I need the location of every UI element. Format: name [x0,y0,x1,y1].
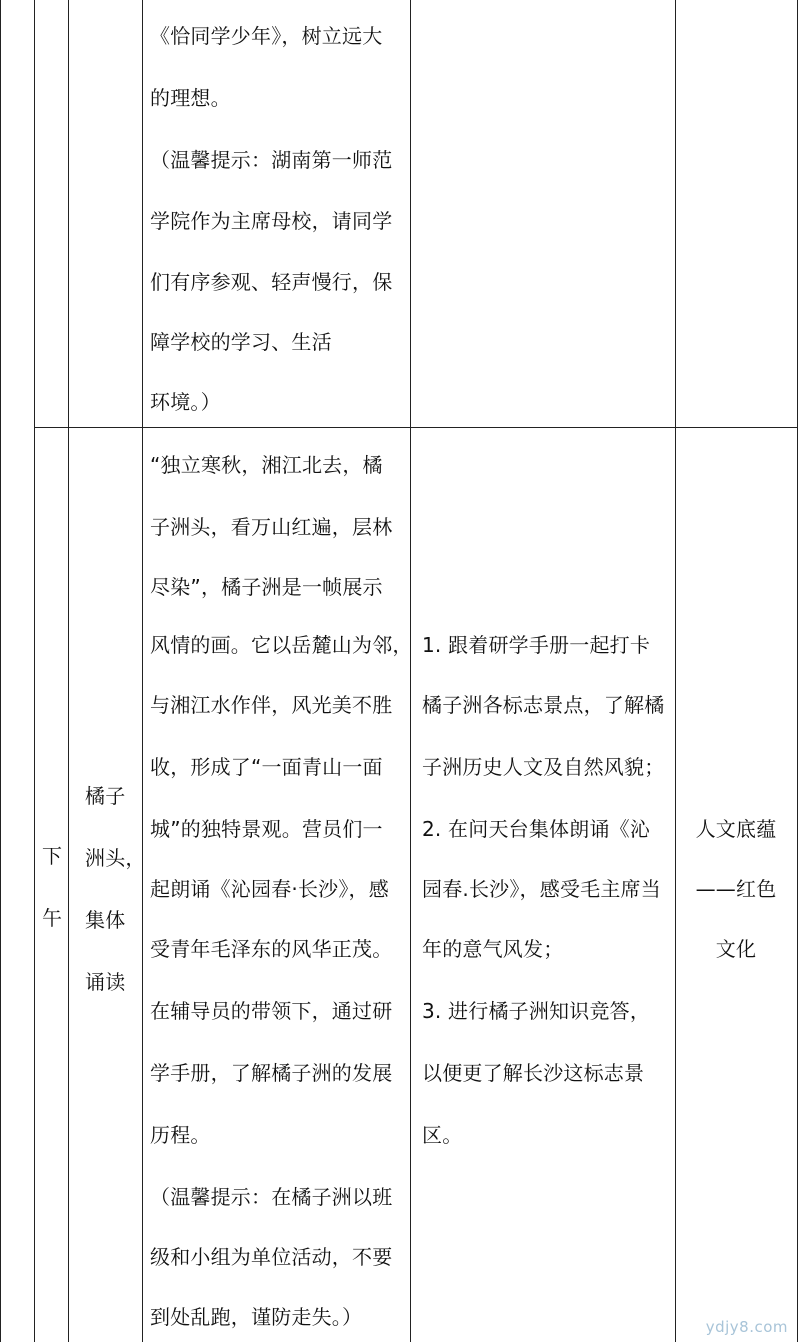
content-line: “独立寒秋，湘江北去，橘 [150,453,383,477]
content-line: 在辅导员的带领下，通过研 [150,999,393,1023]
content-line: 级和小组为单位活动，不要 [150,1245,393,1269]
content-line: 风情的画。它以岳麓山为邻， [150,633,413,657]
task-line: 3. 进行橘子洲知识竞答， [422,999,651,1023]
content-line: 城”的独特景观。营员们一 [150,817,383,841]
row1-content-cell [150,0,408,427]
content-line: 受青年毛泽东的风华正茂。 [150,937,393,961]
content-line: 到处乱跑，谨防走失。） [150,1305,363,1329]
content-line: 们有序参观、轻声慢行，保 [150,270,393,294]
column-divider [68,0,69,1342]
table-border-right [797,0,798,1342]
theme-line: 人文底蕴 [695,817,777,841]
task-line: 园春.长沙》，感受毛主席当 [422,877,661,901]
place-label: 橘子 [85,784,126,808]
time-label: 午 [42,906,63,930]
task-line: 1. 跟着研学手册一起打卡 [422,633,651,657]
task-line: 橘子洲各标志景点，了解橘 [422,693,665,717]
row2-content-cell [150,427,413,1342]
theme-line: 文化 [715,937,757,961]
place-label: 洲头， [85,846,146,870]
place-label: 集体 [85,908,126,932]
content-line: 《恰同学少年》，树立远大 [150,24,383,48]
tasks-cell [422,427,672,1342]
task-line: 区。 [422,1123,463,1147]
content-line: 与湘江水作伴，风光美不胜 [150,693,393,717]
content-line: 障学校的学习、生活 [150,330,332,354]
content-line: 学院作为主席母校，请同学 [150,209,393,233]
content-line: 环境。） [150,390,221,414]
content-line: 尽染”，橘子洲是一帧展示 [150,575,383,599]
task-line: 子洲历史人文及自然风貌； [422,755,665,779]
task-line: 2. 在问天台集体朗诵《沁 [422,817,651,841]
content-line: 的理想。 [150,86,231,110]
content-line: 子洲头，看万山红遍，层林 [150,515,393,539]
content-line: （温馨提示：湖南第一师范 [150,148,393,172]
content-line: 起朗诵《沁园春·长沙》，感 [150,877,389,901]
column-divider [34,0,35,1342]
content-line: 收，形成了“一面青山一面 [150,755,383,779]
task-line: 年的意气风发； [422,937,564,961]
column-divider [410,0,411,1342]
table-border-left [0,0,1,1342]
content-line: （温馨提示：在橘子洲以班 [150,1185,393,1209]
theme-line: ——红色 [695,877,777,901]
task-line: 以便更了解长沙这标志景 [422,1061,645,1085]
place-label: 诵读 [85,970,126,994]
time-label: 下 [42,844,63,868]
column-divider [142,0,143,1342]
content-line: 学手册，了解橘子洲的发展 [150,1061,393,1085]
watermark-text: ydjy8.com [705,1318,788,1336]
content-line: 历程。 [150,1123,211,1147]
theme-cell [675,427,797,1342]
